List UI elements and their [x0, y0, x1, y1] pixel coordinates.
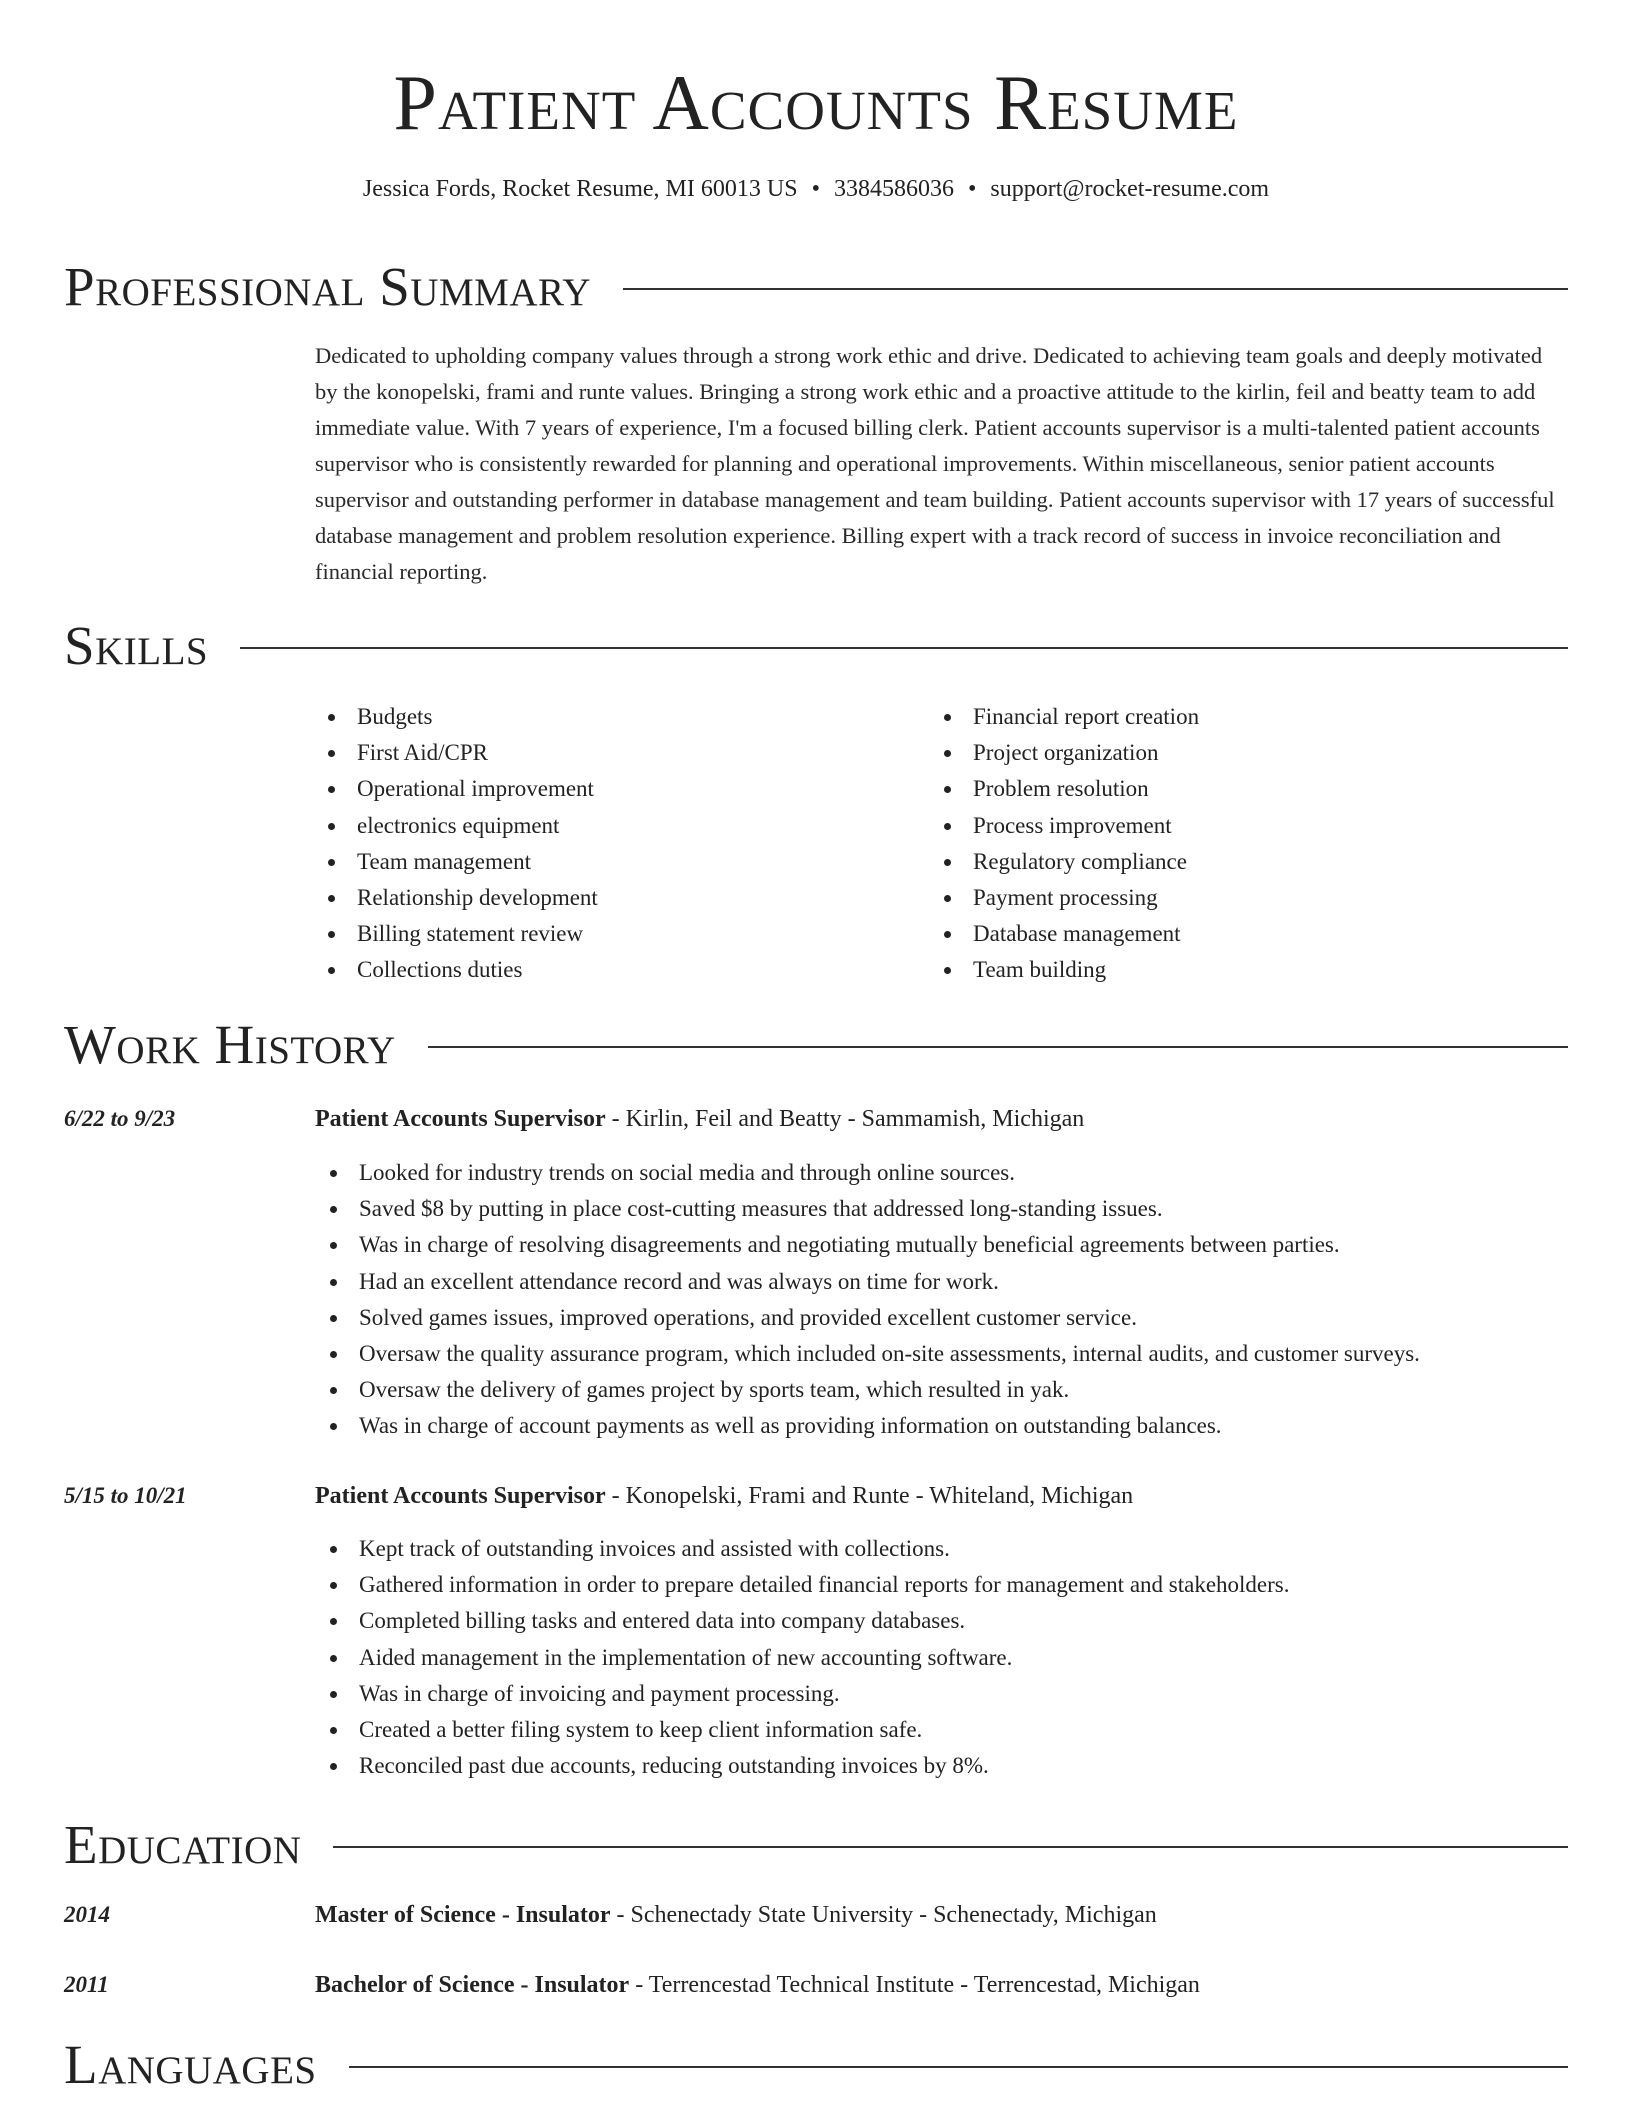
section-divider	[349, 2066, 1568, 2068]
job-bullet: Was in charge of account payments as well as providing information on outstanding balances.	[315, 1408, 1420, 1444]
job-employer: - Kirlin, Feil and Beatty - Sammamish, Michigan	[605, 1106, 1085, 1132]
job-bullet: Saved $8 by putting in place cost-cutting measures that addressed long-standing issues.	[315, 1191, 1420, 1227]
skill-item: Process improvement	[929, 808, 1199, 844]
section-header-education	[64, 1810, 1568, 1880]
skill-item: Collections duties	[313, 952, 598, 988]
skill-item: electronics equipment	[313, 808, 598, 844]
section-divider	[428, 1046, 1568, 1048]
section-title-summary: Professional Summary	[64, 256, 592, 317]
section-header-skills	[64, 611, 1568, 681]
contact-email: support@rocket-resume.com	[990, 176, 1270, 202]
section-divider	[623, 288, 1568, 290]
skill-item: Database management	[929, 916, 1199, 952]
job-bullet: Was in charge of resolving disagreements and negotiating mutually beneficial agreements between parties.	[315, 1227, 1420, 1263]
skill-item: Financial report creation	[929, 699, 1199, 735]
education-school: - Schenectady State University - Schenectady, Michigan	[610, 1902, 1157, 1928]
education-degree: Bachelor of Science - Insulator	[315, 1972, 630, 1998]
section-header-languages	[64, 2030, 1568, 2100]
job-bullet: Gathered information in order to prepare detailed financial reports for management and stakeholders.	[315, 1567, 1290, 1603]
job-bullet: Kept track of outstanding invoices and assisted with collections.	[315, 1531, 1290, 1567]
section-header-work	[64, 1010, 1568, 1080]
job-bullet: Looked for industry trends on social media and through online sources.	[315, 1155, 1420, 1191]
skill-item: Payment processing	[929, 880, 1199, 916]
contact-line	[0, 174, 1632, 204]
skill-item: Billing statement review	[313, 916, 598, 952]
job-bullet: Oversaw the delivery of games project by sports team, which resulted in yak.	[315, 1372, 1420, 1408]
contact-separator: •	[811, 176, 820, 202]
job-bullet: Oversaw the quality assurance program, which included on-site assessments, internal audits, and customer surveys.	[315, 1336, 1420, 1372]
section-divider	[240, 647, 1568, 649]
skills-list-left	[313, 699, 598, 989]
job-bullet: Aided management in the implementation of new accounting software.	[315, 1640, 1290, 1676]
skill-item: Relationship development	[313, 880, 598, 916]
skill-item: Operational improvement	[313, 771, 598, 807]
job-bullets	[315, 1155, 1420, 1445]
contact-separator: •	[967, 176, 977, 202]
contact-address: Jessica Fords, Rocket Resume, MI 60013 US	[362, 176, 798, 202]
summary-text: Dedicated to upholding company values through a strong work ethic and drive. Dedicated to achieving team goals and deeply motivated by the konopelski, frami and runte values. Bringing a strong work ethic and a proactive attitude to the kirlin, feil and beatty team to add immediate value. With 7 years of experience, I'm a focused billing clerk. Patient accounts supervisor is a multi-talented patient accounts supervisor who is consistently rewarded for planning and operational improvements. Within miscellaneous, senior patient accounts supervisor and outstanding performer in database management and team building. Patient accounts supervisor with 17 years of successful database management and problem resolution experience. Billing expert with a track record of success in invoice reconciliation and financial reporting.	[315, 343, 1555, 584]
job-heading	[315, 1481, 1133, 1511]
job-bullet: Solved games issues, improved operations, and provided excellent customer service.	[315, 1300, 1420, 1336]
education-heading	[315, 1970, 1200, 2000]
education-year: 2011	[64, 1972, 109, 1997]
job-employer: - Konopelski, Frami and Runte - Whiteland, Michigan	[605, 1483, 1134, 1509]
skill-item: Team building	[929, 952, 1199, 988]
job-bullet: Created a better filing system to keep client information safe.	[315, 1712, 1290, 1748]
section-divider	[333, 1846, 1568, 1848]
job-bullet: Completed billing tasks and entered data into company databases.	[315, 1603, 1290, 1639]
section-title-languages: Languages	[64, 2034, 317, 2095]
skill-item: Problem resolution	[929, 771, 1199, 807]
skill-item: Team management	[313, 844, 598, 880]
contact-phone: 3384586036	[833, 176, 954, 202]
section-title-education: Education	[64, 1814, 302, 1875]
job-bullet: Was in charge of invoicing and payment processing.	[315, 1676, 1290, 1712]
skill-item: Budgets	[313, 699, 598, 735]
job-dates: 5/15 to 10/21	[64, 1483, 187, 1508]
skill-item: First Aid/CPR	[313, 735, 598, 771]
education-year: 2014	[64, 1902, 110, 1927]
skill-item: Project organization	[929, 735, 1199, 771]
section-title-skills: Skills	[64, 615, 209, 676]
job-title: Patient Accounts Supervisor	[315, 1106, 606, 1132]
job-bullets	[315, 1531, 1290, 1784]
section-title-work: Work History	[64, 1014, 396, 1075]
skill-item: Regulatory compliance	[929, 844, 1199, 880]
job-title: Patient Accounts Supervisor	[315, 1483, 606, 1509]
education-heading	[315, 1900, 1157, 1930]
job-bullet: Reconciled past due accounts, reducing outstanding invoices by 8%.	[315, 1748, 1290, 1784]
education-school: - Terrencestad Technical Institute - Terrencestad, Michigan	[629, 1972, 1200, 1998]
job-heading	[315, 1104, 1084, 1134]
resume-title: Patient Accounts Resume	[393, 59, 1239, 146]
skills-list-right	[929, 699, 1199, 989]
education-degree: Master of Science - Insulator	[315, 1902, 611, 1928]
section-header-summary	[64, 252, 1568, 322]
job-dates: 6/22 to 9/23	[64, 1106, 176, 1131]
job-bullet: Had an excellent attendance record and was always on time for work.	[315, 1264, 1420, 1300]
